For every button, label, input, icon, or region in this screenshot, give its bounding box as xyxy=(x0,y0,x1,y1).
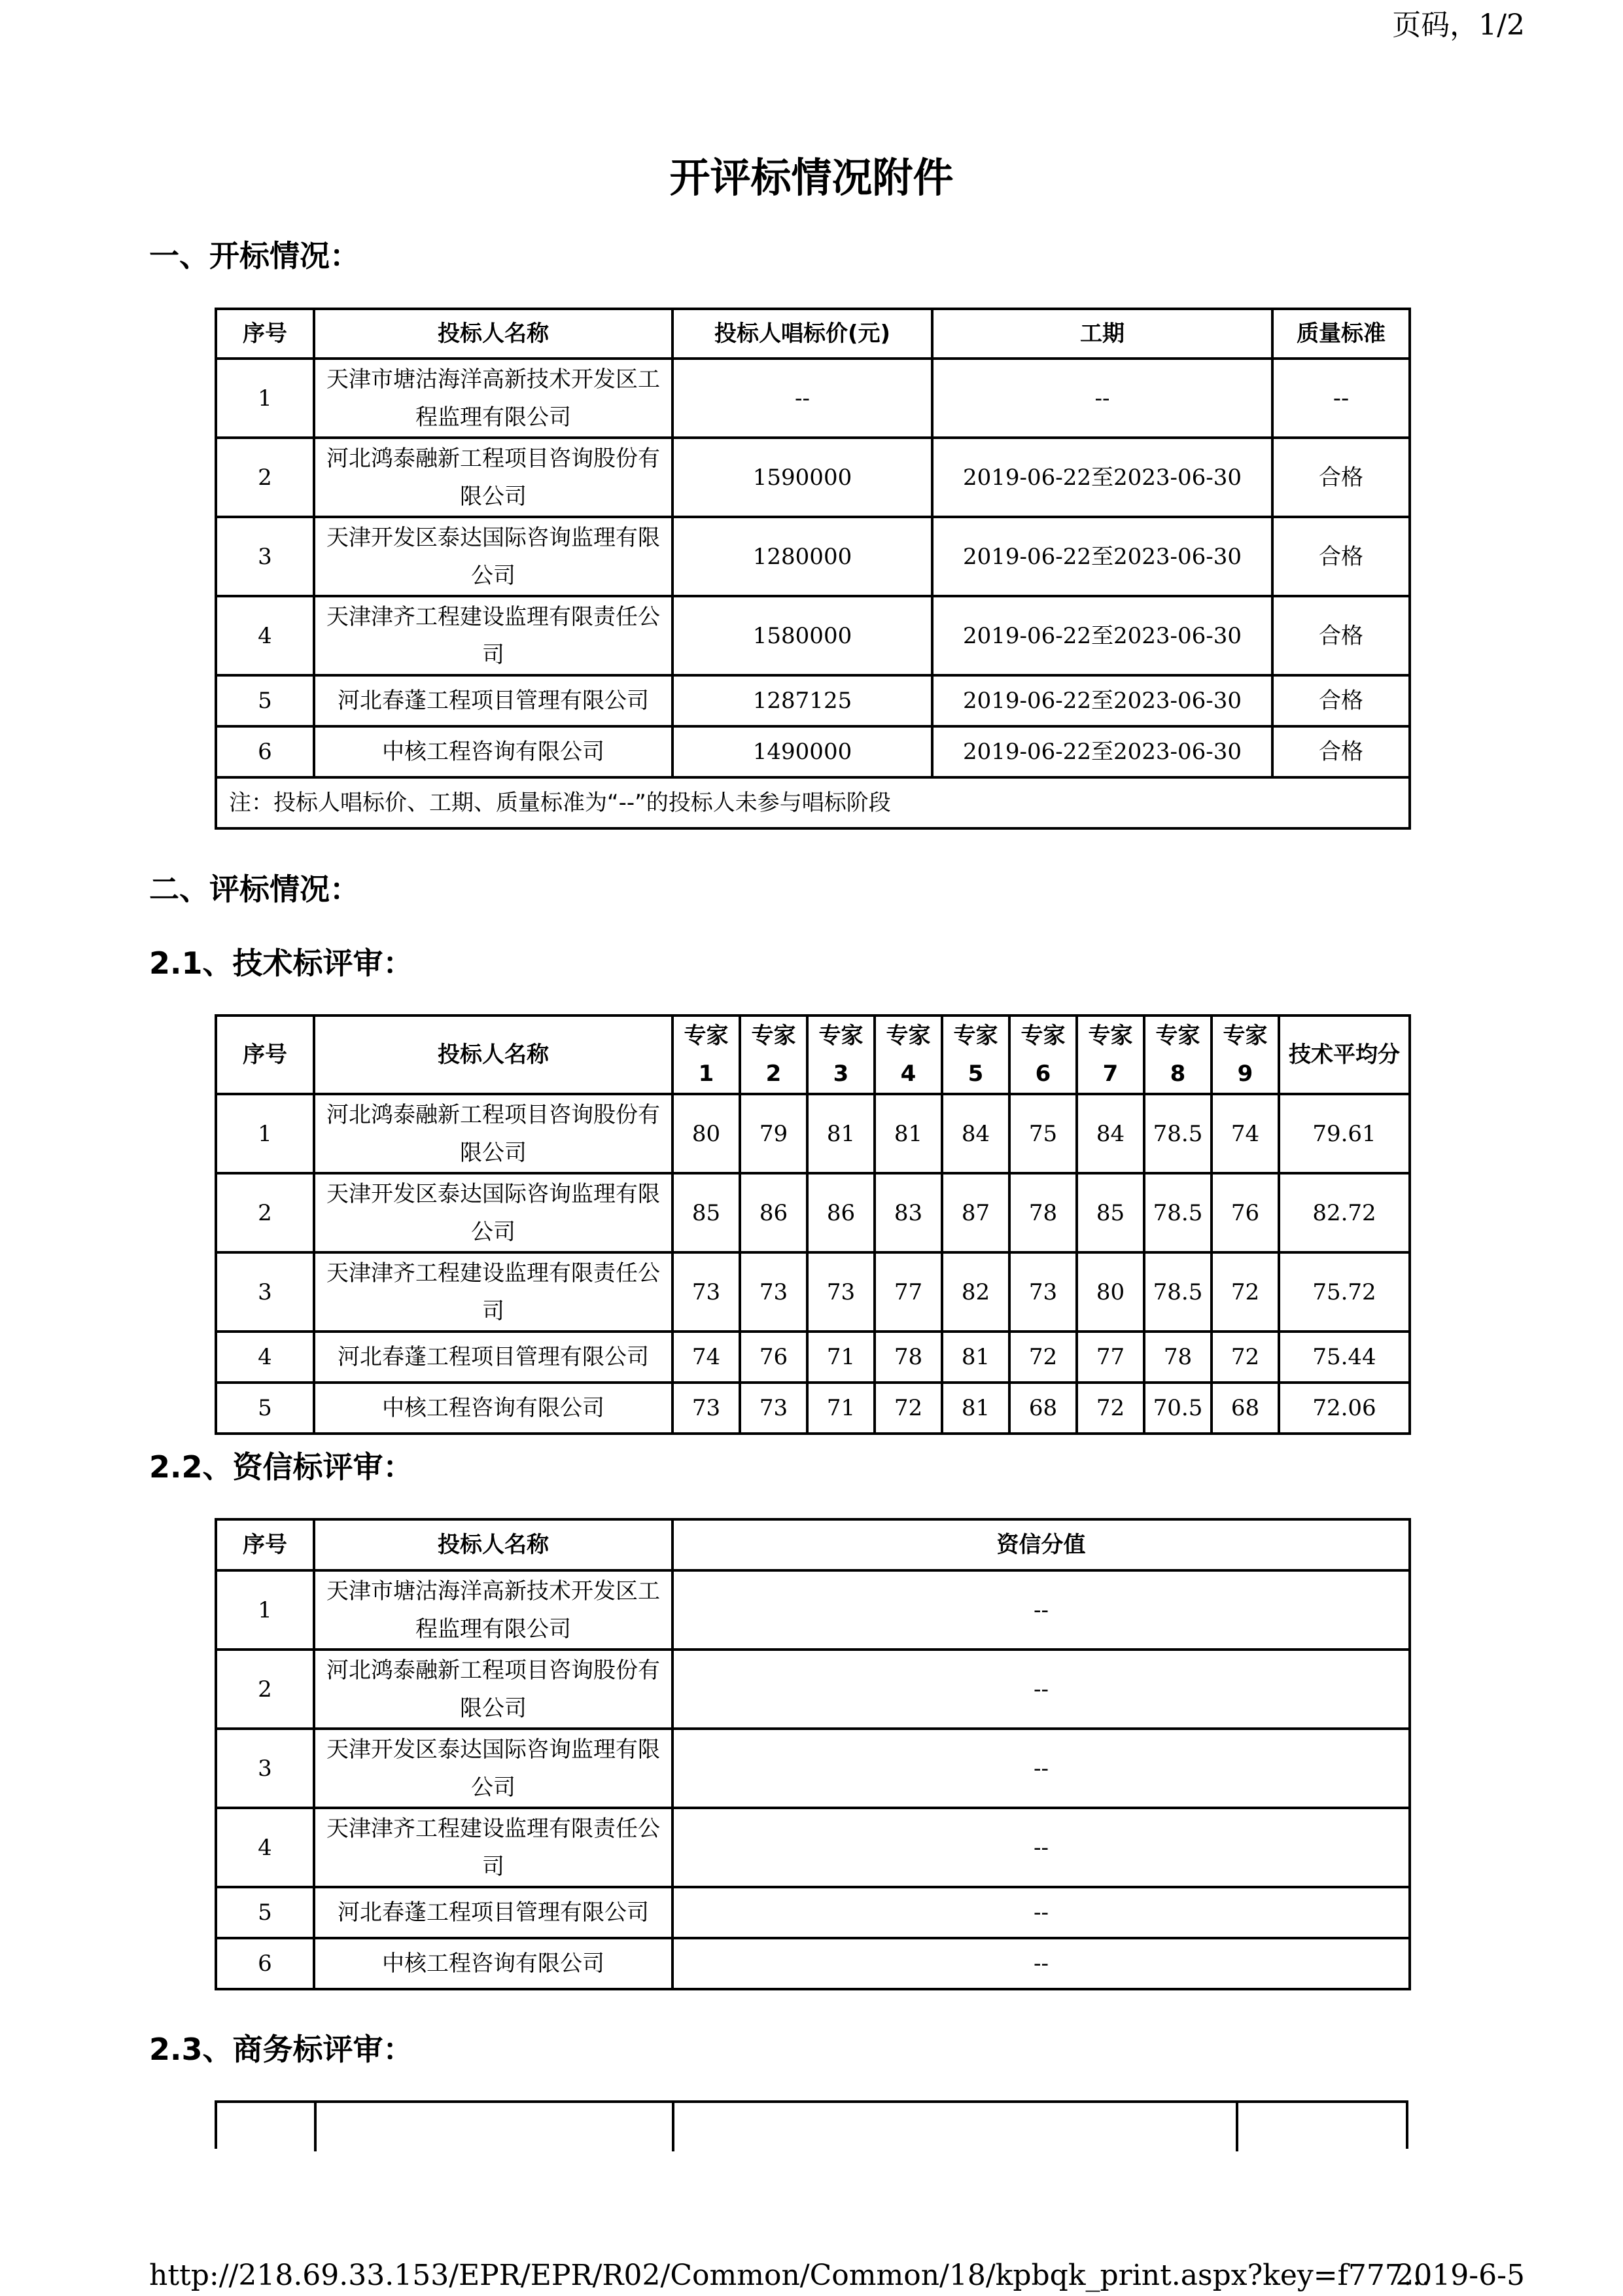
bidder-name: 中核工程咨询有限公司 xyxy=(314,1383,672,1434)
row-number: 5 xyxy=(216,1887,314,1938)
header-cell: 专家2 xyxy=(740,1016,807,1094)
expert-score: 78.5 xyxy=(1144,1252,1212,1332)
header-cell: 专家8 xyxy=(1144,1016,1212,1094)
expert-score: 71 xyxy=(807,1332,875,1383)
construction-period: -- xyxy=(932,359,1272,438)
expert-score: 84 xyxy=(942,1094,1009,1173)
expert-score: 84 xyxy=(1077,1094,1144,1173)
technical-review-table xyxy=(215,1014,1411,1435)
expert-score: 78.5 xyxy=(1144,1173,1212,1252)
expert-score: 80 xyxy=(672,1094,740,1173)
bidder-name: 中核工程咨询有限公司 xyxy=(314,1938,672,1989)
bidder-name: 河北鸿泰融新工程项目咨询股份有限公司 xyxy=(314,1650,672,1729)
quality-standard: 合格 xyxy=(1272,726,1410,777)
row-number: 2 xyxy=(216,438,314,517)
table-column-divider xyxy=(1236,2103,1238,2151)
table-row xyxy=(216,1252,1410,1332)
header-cell: 技术平均分 xyxy=(1279,1016,1410,1094)
table-row xyxy=(216,1729,1410,1808)
table-header-row xyxy=(216,309,1410,359)
table-row xyxy=(216,1094,1410,1173)
document-title: 开评标情况附件 xyxy=(669,154,954,202)
credit-score: -- xyxy=(672,1729,1410,1808)
expert-score: 81 xyxy=(807,1094,875,1173)
quality-standard: -- xyxy=(1272,359,1410,438)
table-row xyxy=(216,1650,1410,1729)
construction-period: 2019-06-22至2023-06-30 xyxy=(932,517,1272,596)
header-cell: 序号 xyxy=(216,1519,314,1570)
bid-price: -- xyxy=(672,359,932,438)
bidder-name: 中核工程咨询有限公司 xyxy=(314,726,672,777)
expert-score: 77 xyxy=(1077,1332,1144,1383)
bidder-name: 天津市塘沽海洋高新技术开发区工程监理有限公司 xyxy=(314,1570,672,1650)
bidder-name: 天津津齐工程建设监理有限责任公司 xyxy=(314,1252,672,1332)
technical-average: 82.72 xyxy=(1279,1173,1410,1252)
header-cell: 专家6 xyxy=(1009,1016,1077,1094)
table-row xyxy=(216,517,1410,596)
credit-score: -- xyxy=(672,1808,1410,1887)
table-row xyxy=(216,1332,1410,1383)
expert-score: 74 xyxy=(1212,1094,1279,1173)
header-cell: 专家5 xyxy=(942,1016,1009,1094)
header-cell: 工期 xyxy=(932,309,1272,359)
expert-score: 78 xyxy=(1009,1173,1077,1252)
table-row xyxy=(216,359,1410,438)
table-row xyxy=(216,1938,1410,1989)
expert-score: 72 xyxy=(1009,1332,1077,1383)
credit-review-table xyxy=(215,1518,1411,1990)
expert-score: 79 xyxy=(740,1094,807,1173)
bid-price: 1590000 xyxy=(672,438,932,517)
section-heading-bid-opening: 一、开标情况： xyxy=(149,238,360,274)
expert-score: 86 xyxy=(740,1173,807,1252)
bidder-name: 天津开发区泰达国际咨询监理有限公司 xyxy=(314,517,672,596)
quality-standard: 合格 xyxy=(1272,675,1410,726)
bidder-name: 天津津齐工程建设监理有限责任公司 xyxy=(314,1808,672,1887)
bidder-name: 天津开发区泰达国际咨询监理有限公司 xyxy=(314,1729,672,1808)
section-heading-technical-review: 2.1、技术标评审： xyxy=(149,945,413,981)
row-number: 5 xyxy=(216,675,314,726)
technical-average: 75.44 xyxy=(1279,1332,1410,1383)
header-cell: 投标人唱标价(元) xyxy=(672,309,932,359)
header-cell: 专家3 xyxy=(807,1016,875,1094)
bid-price: 1287125 xyxy=(672,675,932,726)
header-cell: 序号 xyxy=(216,309,314,359)
table-row xyxy=(216,1808,1410,1887)
row-number: 3 xyxy=(216,1729,314,1808)
expert-score: 75 xyxy=(1009,1094,1077,1173)
section-heading-evaluation: 二、评标情况： xyxy=(149,872,360,907)
table-row xyxy=(216,438,1410,517)
bidder-name: 天津开发区泰达国际咨询监理有限公司 xyxy=(314,1173,672,1252)
table-row xyxy=(216,1887,1410,1938)
table-column-divider xyxy=(314,2103,317,2151)
bidder-name: 河北春蓬工程项目管理有限公司 xyxy=(314,1332,672,1383)
bid-price: 1280000 xyxy=(672,517,932,596)
expert-score: 72 xyxy=(1077,1383,1144,1434)
table-row xyxy=(216,1383,1410,1434)
row-number: 4 xyxy=(216,596,314,675)
construction-period: 2019-06-22至2023-06-30 xyxy=(932,726,1272,777)
row-number: 6 xyxy=(216,1938,314,1989)
header-cell: 质量标准 xyxy=(1272,309,1410,359)
expert-score: 68 xyxy=(1212,1383,1279,1434)
expert-score: 85 xyxy=(672,1173,740,1252)
technical-average: 75.72 xyxy=(1279,1252,1410,1332)
table-row xyxy=(216,675,1410,726)
row-number: 5 xyxy=(216,1383,314,1434)
quality-standard: 合格 xyxy=(1272,438,1410,517)
bidder-name: 天津市塘沽海洋高新技术开发区工程监理有限公司 xyxy=(314,359,672,438)
header-cell: 专家1 xyxy=(672,1016,740,1094)
bid-price: 1580000 xyxy=(672,596,932,675)
bidder-name: 河北春蓬工程项目管理有限公司 xyxy=(314,675,672,726)
bid-opening-table xyxy=(215,308,1411,830)
expert-score: 81 xyxy=(875,1094,942,1173)
expert-score: 73 xyxy=(740,1252,807,1332)
expert-score: 86 xyxy=(807,1173,875,1252)
bidder-name: 天津津齐工程建设监理有限责任公司 xyxy=(314,596,672,675)
header-cell: 资信分值 xyxy=(672,1519,1410,1570)
credit-score: -- xyxy=(672,1570,1410,1650)
expert-score: 77 xyxy=(875,1252,942,1332)
expert-score: 87 xyxy=(942,1173,1009,1252)
row-number: 2 xyxy=(216,1650,314,1729)
header-cell: 投标人名称 xyxy=(314,1016,672,1094)
header-cell: 投标人名称 xyxy=(314,309,672,359)
expert-score: 80 xyxy=(1077,1252,1144,1332)
expert-score: 82 xyxy=(942,1252,1009,1332)
expert-score: 70.5 xyxy=(1144,1383,1212,1434)
header-cell: 投标人名称 xyxy=(314,1519,672,1570)
row-number: 1 xyxy=(216,1570,314,1650)
expert-score: 68 xyxy=(1009,1383,1077,1434)
table-row xyxy=(216,1570,1410,1650)
expert-score: 83 xyxy=(875,1173,942,1252)
quality-standard: 合格 xyxy=(1272,517,1410,596)
expert-score: 73 xyxy=(672,1252,740,1332)
bidder-name: 河北春蓬工程项目管理有限公司 xyxy=(314,1887,672,1938)
row-number: 6 xyxy=(216,726,314,777)
construction-period: 2019-06-22至2023-06-30 xyxy=(932,675,1272,726)
commercial-review-table-start xyxy=(215,2100,1408,2149)
expert-score: 73 xyxy=(672,1383,740,1434)
row-number: 1 xyxy=(216,359,314,438)
expert-score: 78.5 xyxy=(1144,1094,1212,1173)
quality-standard: 合格 xyxy=(1272,596,1410,675)
expert-score: 73 xyxy=(740,1383,807,1434)
header-cell: 专家7 xyxy=(1077,1016,1144,1094)
header-cell: 序号 xyxy=(216,1016,314,1094)
header-cell: 专家4 xyxy=(875,1016,942,1094)
expert-score: 72 xyxy=(1212,1252,1279,1332)
footer-url: http://218.69.33.153/EPR/EPR/R02/Common/Common/18/kpbqk_print.aspx?key=f777... xyxy=(149,2259,1431,2292)
row-number: 4 xyxy=(216,1332,314,1383)
construction-period: 2019-06-22至2023-06-30 xyxy=(932,438,1272,517)
credit-score: -- xyxy=(672,1938,1410,1989)
expert-score: 72 xyxy=(1212,1332,1279,1383)
construction-period: 2019-06-22至2023-06-30 xyxy=(932,596,1272,675)
credit-score: -- xyxy=(672,1650,1410,1729)
credit-score: -- xyxy=(672,1887,1410,1938)
table-header-row xyxy=(216,1016,1410,1094)
table-note-row xyxy=(216,777,1410,828)
table-row xyxy=(216,596,1410,675)
table-column-divider xyxy=(672,2103,674,2151)
row-number: 2 xyxy=(216,1173,314,1252)
technical-average: 72.06 xyxy=(1279,1383,1410,1434)
expert-score: 72 xyxy=(875,1383,942,1434)
technical-average: 79.61 xyxy=(1279,1094,1410,1173)
expert-score: 81 xyxy=(942,1383,1009,1434)
expert-score: 81 xyxy=(942,1332,1009,1383)
table-note: 注：投标人唱标价、工期、质量标准为“--”的投标人未参与唱标阶段 xyxy=(216,777,1410,828)
expert-score: 78 xyxy=(1144,1332,1212,1383)
expert-score: 78 xyxy=(875,1332,942,1383)
row-number: 1 xyxy=(216,1094,314,1173)
section-heading-credit-review: 2.2、资信标评审： xyxy=(149,1449,413,1485)
bid-price: 1490000 xyxy=(672,726,932,777)
section-heading-commercial-review: 2.3、商务标评审： xyxy=(149,2032,413,2067)
page-number: 页码，1/2 xyxy=(1392,9,1525,42)
expert-score: 85 xyxy=(1077,1173,1144,1252)
row-number: 4 xyxy=(216,1808,314,1887)
expert-score: 71 xyxy=(807,1383,875,1434)
table-row xyxy=(216,1173,1410,1252)
expert-score: 76 xyxy=(740,1332,807,1383)
row-number: 3 xyxy=(216,517,314,596)
header-cell: 专家9 xyxy=(1212,1016,1279,1094)
expert-score: 73 xyxy=(1009,1252,1077,1332)
expert-score: 76 xyxy=(1212,1173,1279,1252)
bidder-name: 河北鸿泰融新工程项目咨询股份有限公司 xyxy=(314,438,672,517)
table-row xyxy=(216,726,1410,777)
expert-score: 74 xyxy=(672,1332,740,1383)
expert-score: 73 xyxy=(807,1252,875,1332)
table-header-row xyxy=(216,1519,1410,1570)
bidder-name: 河北鸿泰融新工程项目咨询股份有限公司 xyxy=(314,1094,672,1173)
row-number: 3 xyxy=(216,1252,314,1332)
footer-date: 2019-6-5 xyxy=(1395,2259,1525,2292)
